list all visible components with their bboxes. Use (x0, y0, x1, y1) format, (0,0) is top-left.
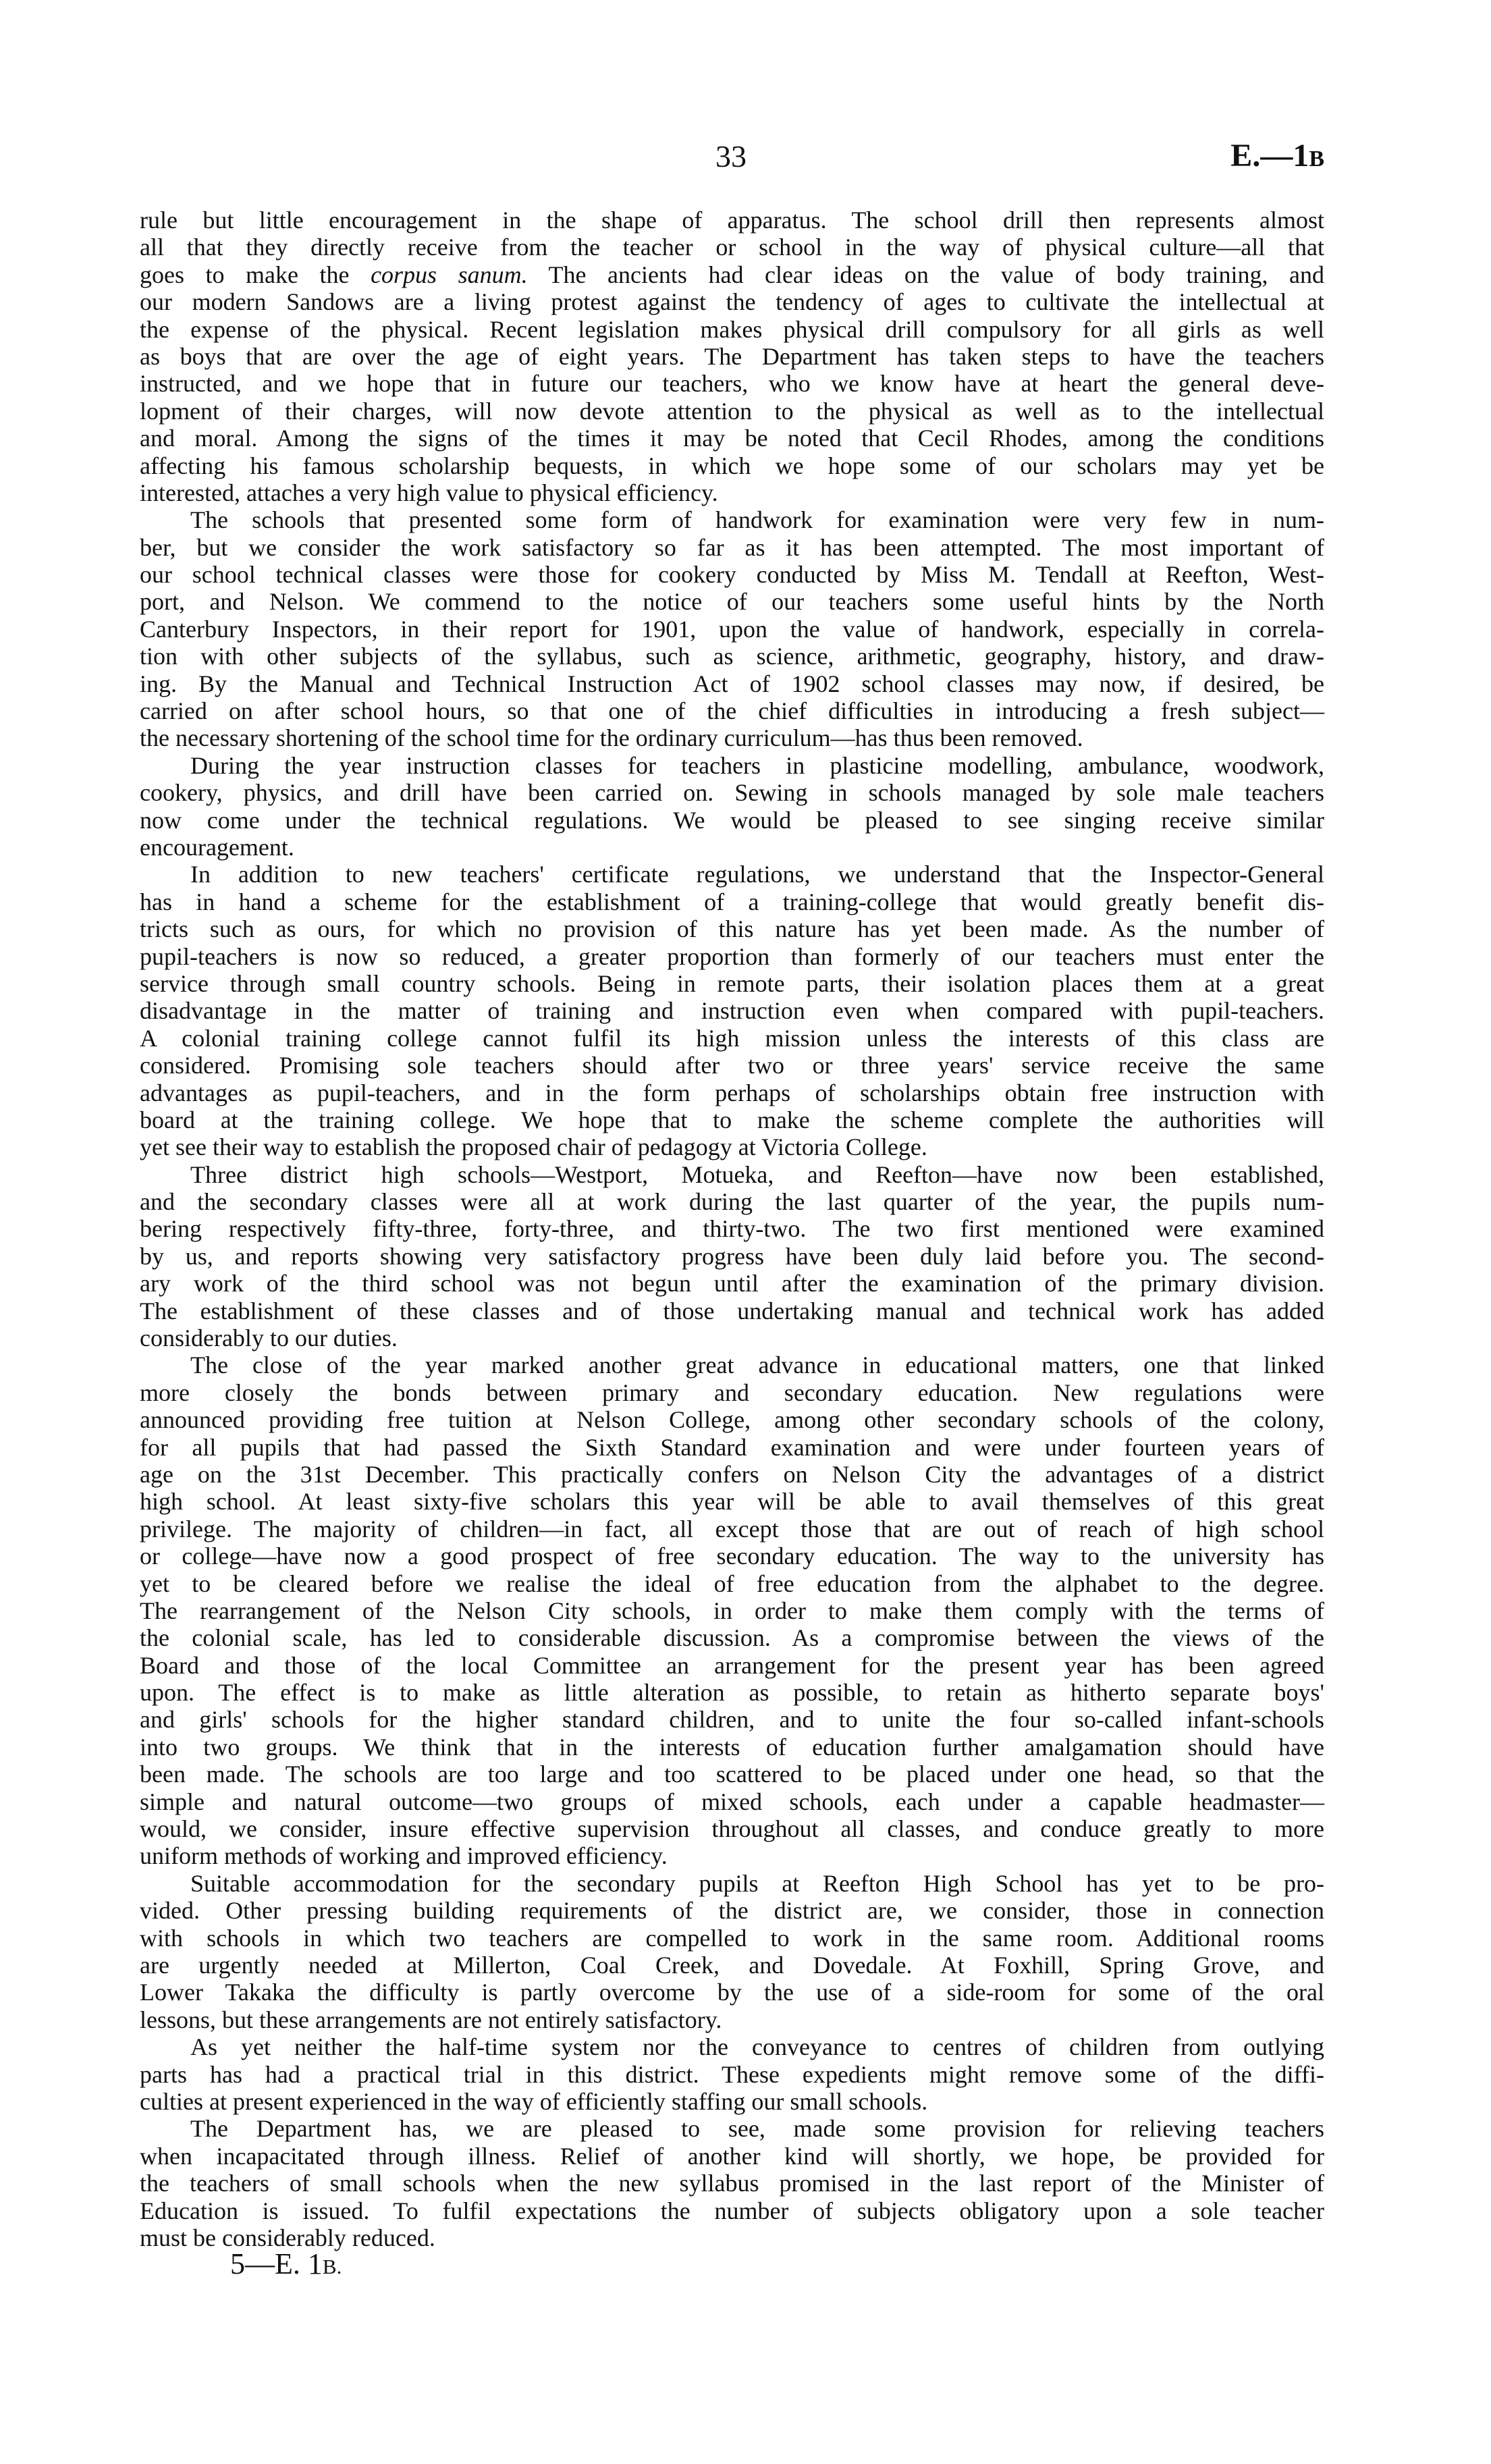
text-line: The Department has, we are pleased to see, made some provision for relieving teachers (190, 2115, 1324, 2143)
text-line: The rearrangement of the Nelson City schools, in order to make them comply with the terms of (140, 1597, 1324, 1624)
text-line: The establishment of these classes and of those undertaking manual and technical work has added (140, 1297, 1324, 1324)
paragraph (140, 2033, 1324, 2115)
text-line: tion with other subjects of the syllabus, such as science, arithmetic, geography, history, and draw- (140, 643, 1324, 670)
page-number: 33 (715, 139, 747, 173)
signature-sub: B. (322, 2255, 342, 2278)
text-line: by us, and reports showing very satisfactory progress have been duly laid before you. The second- (140, 1242, 1324, 1270)
text-line: considerably to our duties. (140, 1324, 398, 1352)
text-line (140, 261, 1324, 288)
text-line: encouragement. (140, 833, 294, 861)
text-segment: goes to make the (140, 261, 371, 288)
text-line: Canterbury Inspectors, in their report for 1901, upon the value of handwork, especially in correla- (140, 615, 1324, 643)
text-line: In addition to new teachers' certificate regulations, we understand that the Inspector-General (190, 861, 1324, 888)
paragraph (140, 2115, 1324, 2251)
text-line: Three district high schools—Westport, Motueka, and Reefton—have now been established, (190, 1160, 1324, 1188)
text-line: the colonial scale, has led to considerable discussion. As a compromise between the views of the (140, 1624, 1324, 1652)
text-line: ing. By the Manual and Technical Instruction Act of 1902 school classes may now, if desired, be (140, 670, 1324, 697)
text-line: Lower Takaka the difficulty is partly overcome by the use of a side-room for some of the oral (140, 1979, 1324, 2006)
text-line: upon. The effect is to make as little alteration as possible, to retain as hitherto separate boys' (140, 1679, 1324, 1707)
text-line: cookery, physics, and drill have been carried on. Sewing in schools managed by sole male teachers (140, 779, 1324, 807)
paragraph (140, 752, 1324, 861)
signature-mark (230, 2247, 342, 2281)
text-line: been made. The schools are too large and too scattered to be placed under one head, so that the (140, 1761, 1324, 1788)
paragraph (140, 1351, 1324, 1869)
text-line: lessons, but these arrangements are not entirely satisfactory. (140, 2006, 722, 2033)
document-reference-sub: B (1309, 146, 1324, 171)
text-line: must be considerably reduced. (140, 2224, 435, 2251)
text-line: has in hand a scheme for the establishment of a training-college that would greatly benefit dis- (140, 888, 1324, 915)
text-line: our modern Sandows are a living protest against the tendency of ages to cultivate the intellectual at (140, 288, 1324, 316)
text-line: as boys that are over the age of eight years. The Department has taken steps to have the teachers (140, 342, 1324, 370)
text-line: Education is issued. To fulfil expectations the number of subjects obligatory upon a sole teacher (140, 2197, 1324, 2224)
text-line: or college—have now a good prospect of free secondary education. The way to the university has (140, 1543, 1324, 1570)
text-line: ber, but we consider the work satisfactory so far as it has been attempted. The most important of (140, 533, 1324, 561)
document-reference-main: E.—1 (1230, 138, 1309, 173)
italic-phrase: corpus sanum. (371, 261, 528, 288)
text-line: into two groups. We think that in the interests of education further amalgamation should have (140, 1733, 1324, 1761)
text-line: carried on after school hours, so that one of the chief difficulties in introducing a fresh subject— (140, 697, 1324, 725)
text-line: disadvantage in the matter of training and instruction even when compared with pupil-teachers. (140, 997, 1324, 1025)
paragraph (140, 1870, 1324, 2033)
text-line: when incapacitated through illness. Relief of another kind will shortly, we hope, be provided for (140, 2142, 1324, 2170)
text-line: affecting his famous scholarship bequests, in which we hope some of our scholars may yet be (140, 452, 1324, 479)
text-line: our school technical classes were those for cookery conducted by Miss M. Tendall at Reefton, West- (140, 561, 1324, 589)
text-line: privilege. The majority of children—in fact, all except those that are out of reach of high school (140, 1515, 1324, 1543)
text-line: and girls' schools for the higher standard children, and to unite the four so-called infant-schools (140, 1706, 1324, 1734)
text-line: all that they directly receive from the teacher or school in the way of physical culture—all that (140, 234, 1324, 261)
text-line: rule but little encouragement in the shape of apparatus. The school drill then represents almost (140, 207, 1324, 234)
text-line: port, and Nelson. We commend to the notice of our teachers some useful hints by the North (140, 588, 1324, 616)
text-line: bering respectively fifty-three, forty-three, and thirty-two. The two first mentioned were examined (140, 1215, 1324, 1243)
text-line: parts has had a practical trial in this district. These expedients might remove some of the diffi- (140, 2060, 1324, 2088)
text-line: and moral. Among the signs of the times it may be noted that Cecil Rhodes, among the conditions (140, 425, 1324, 452)
text-line: the expense of the physical. Recent legislation makes physical drill compulsory for all girls as well (140, 315, 1324, 343)
text-line: instructed, and we hope that in future our teachers, who we know have at heart the general deve- (140, 370, 1324, 398)
text-line: vided. Other pressing building requirements of the district are, we consider, those in connection (140, 1897, 1324, 1925)
text-line: high school. At least sixty-five scholars this year will be able to avail themselves of this great (140, 1488, 1324, 1516)
text-line: interested, attaches a very high value to physical efficiency. (140, 479, 718, 506)
text-line: with schools in which two teachers are compelled to work in the same room. Additional rooms (140, 1924, 1324, 1952)
text-line: service through small country schools. Being in remote parts, their isolation places them at a great (140, 969, 1324, 997)
text-line: pupil-teachers is now so reduced, a greater proportion than formerly of our teachers must enter the (140, 942, 1324, 970)
text-line: As yet neither the half-time system nor the conveyance to centres of children from outlying (190, 2033, 1324, 2061)
text-line: uniform methods of working and improved efficiency. (140, 1842, 668, 1870)
text-line: and the secondary classes were all at work during the last quarter of the year, the pupils num- (140, 1188, 1324, 1216)
signature-main: 5—E. 1 (230, 2247, 323, 2280)
text-line: for all pupils that had passed the Sixth Standard examination and were under fourteen years of (140, 1433, 1324, 1461)
text-line: age on the 31st December. This practically confers on Nelson City the advantages of a district (140, 1460, 1324, 1488)
text-line: A colonial training college cannot fulfil its high mission unless the interests of this class are (140, 1024, 1324, 1052)
paragraph (140, 1161, 1324, 1352)
paragraph (140, 506, 1324, 752)
text-line: Suitable accommodation for the secondary pupils at Reefton High School has yet to be pro- (190, 1869, 1324, 1897)
text-line: considered. Promising sole teachers should after two or three years' service receive the same (140, 1052, 1324, 1079)
text-line: the necessary shortening of the school time for the ordinary curriculum—has thus been removed. (140, 724, 1083, 752)
text-line: would, we consider, insure effective supervision throughout all classes, and conduce greatly to more (140, 1815, 1324, 1843)
text-line: are urgently needed at Millerton, Coal Creek, and Dovedale. At Foxhill, Spring Grove, and (140, 1952, 1324, 1979)
paragraph (140, 207, 1324, 506)
body-text (140, 207, 1324, 2251)
text-line: the teachers of small schools when the new syllabus promised in the last report of the Minister of (140, 2170, 1324, 2197)
text-line: The schools that presented some form of handwork for examination were very few in num- (190, 506, 1324, 534)
text-line: Board and those of the local Committee an arrangement for the present year has been agreed (140, 1651, 1324, 1679)
text-line: tricts such as ours, for which no provision of this nature has yet been made. As the number of (140, 915, 1324, 943)
text-line: yet see their way to establish the proposed chair of pedagogy at Victoria College. (140, 1133, 927, 1161)
text-line: During the year instruction classes for teachers in plasticine modelling, ambulance, woodwork, (190, 751, 1324, 779)
text-line: The close of the year marked another great advance in educational matters, one that linked (190, 1351, 1324, 1379)
text-line: yet to be cleared before we realise the ideal of free education from the alphabet to the degree. (140, 1570, 1324, 1597)
text-line: more closely the bonds between primary and secondary education. New regulations were (140, 1378, 1324, 1406)
text-line: culties at present experienced in the way of efficiently staffing our small schools. (140, 2087, 928, 2115)
text-line: announced providing free tuition at Nelson College, among other secondary schools of the colony, (140, 1406, 1324, 1434)
text-line: now come under the technical regulations. We would be pleased to see singing receive similar (140, 806, 1324, 834)
text-line: advantages as pupil-teachers, and in the form perhaps of scholarships obtain free instruction with (140, 1079, 1324, 1106)
document-reference (1230, 137, 1324, 174)
text-line: lopment of their charges, will now devote attention to the physical as well as to the intellectual (140, 397, 1324, 425)
text-line: board at the training college. We hope that to make the scheme complete the authorities will (140, 1106, 1324, 1133)
text-line: ary work of the third school was not begun until after the examination of the primary division. (140, 1270, 1324, 1297)
text-segment: The ancients had clear ideas on the value of body training, and (527, 261, 1324, 288)
text-line: simple and natural outcome—two groups of mixed schools, each under a capable headmaster— (140, 1788, 1324, 1815)
paragraph (140, 861, 1324, 1160)
